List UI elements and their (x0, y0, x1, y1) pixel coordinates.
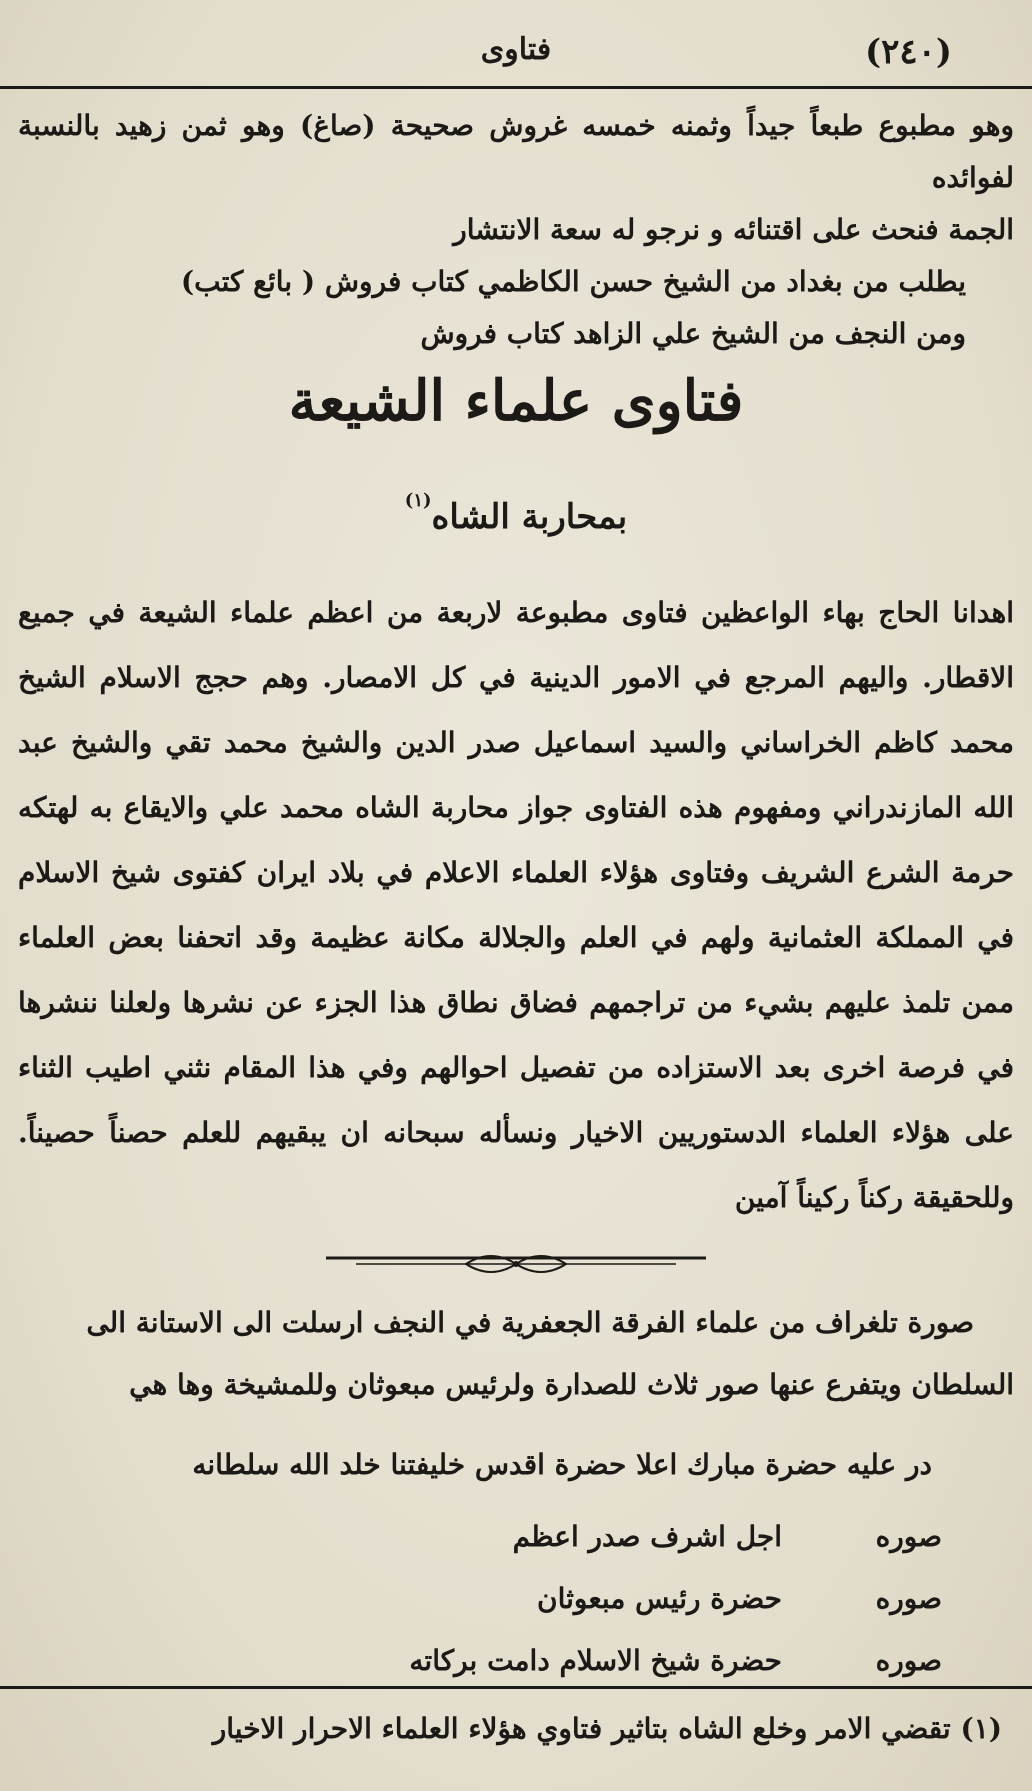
copy-row (242, 1505, 942, 1567)
page-header (40, 24, 992, 80)
footnote: (١) تقضي الامر وخلع الشاه بتاثير فتاوي هؤلاء العلماء الاحرار الاخيار (212, 1712, 1002, 1745)
copy-recipient: حضرة رئيس مبعوثان (537, 1581, 782, 1615)
copy-recipient: حضرة شيخ الاسلام دامت بركاته (409, 1643, 782, 1677)
copy-label: صوره (875, 1643, 942, 1677)
copy-list (242, 1505, 942, 1691)
copy-recipient: اجل اشرف صدر اعظم (512, 1519, 782, 1553)
telegram-address: در عليه حضرة مبارك اعلا حضرة اقدس خليفتنا خلد الله سلطانه (192, 1448, 932, 1481)
telegram-intro (18, 1292, 1014, 1416)
ornamental-divider (316, 1244, 716, 1284)
intro-line-3: يطلب من بغداد من الشيخ حسن الكاظمي كتاب فروش ( بائع كتب) (180, 265, 966, 298)
intro-line-1: وهو مطبوع طبعاً جيداً وثمنه خمسه غروش صحيحة (صاغ) وهو ثمن زهيد بالنسبة لفوائده (18, 109, 1014, 194)
footnote-rule (0, 1686, 1032, 1689)
article-body-text: اهدانا الحاج بهاء الواعظين فتاوى مطبوعة لاربعة من اعظم علماء الشيعة في جميع الاقطار. واليهم المرجع في الامور الدينية في كل الامصار. وهم حجج الاسلام الشيخ محمد كاظم الخراساني والسيد اسماعيل صدر الدين والشيخ محمد تقي والشيخ عبد الله المازندراني ومفهوم هذه الفتاوى جواز محاربة الشاه محمد علي والايقاع به لهتكه حرمة الشرع الشريف وفتاوى هؤلاء العلماء الاعلام في بلاد ايران كفتوى شيخ الاسلام في المملكة العثمانية ولهم في العلم والجلالة مكانة عظيمة وقد اتحفنا بعض العلماء ممن تلمذ عليهم بشيء من تراجمهم فضاق نطاق هذا الجزء عن نشرها ولعلنا ننشرها في فرصة اخرى بعد الاستزاده من تفصيل احوالهم وفي هذا المقام نثني اطيب الثناء على هؤلاء العلماء الدستوريين الاخيار ونسأله سبحانه ان يبقيهم للعلم حصناً حصيناً. وللحقيقة ركناً ركيناً آمين (18, 596, 1014, 1214)
intro-line-4: ومن النجف من الشيخ علي الزاهد كتاب فروش (420, 317, 966, 350)
copy-row (242, 1629, 942, 1691)
copy-row (242, 1567, 942, 1629)
page-number: (٢٤٠) (865, 32, 952, 72)
article-body (18, 580, 1014, 1230)
copy-label: صوره (875, 1581, 942, 1615)
intro-line-2: الجمة فنحث على اقتنائه و نرجو له سعة الانتشار (453, 213, 1014, 246)
copy-label: صوره (875, 1519, 942, 1553)
telegram-line-1: صورة تلغراف من علماء الفرقة الجعفرية في النجف ارسلت الى الاستانة الى (86, 1306, 974, 1339)
article-title: فتاوى علماء الشيعة (288, 368, 744, 434)
running-title: فتاوى (480, 32, 552, 67)
telegram-line-2: السلطان ويتفرع عنها صور ثلاث للصدارة ولرئيس مبعوثان وللمشيخة وها هي (129, 1368, 1014, 1401)
article-subtitle (0, 490, 1032, 537)
intro-paragraph (18, 100, 1014, 360)
article-subtitle-text: بمحاربة الشاه (431, 497, 628, 537)
header-rule (0, 86, 1032, 89)
footnote-marker: (١) (404, 490, 432, 511)
